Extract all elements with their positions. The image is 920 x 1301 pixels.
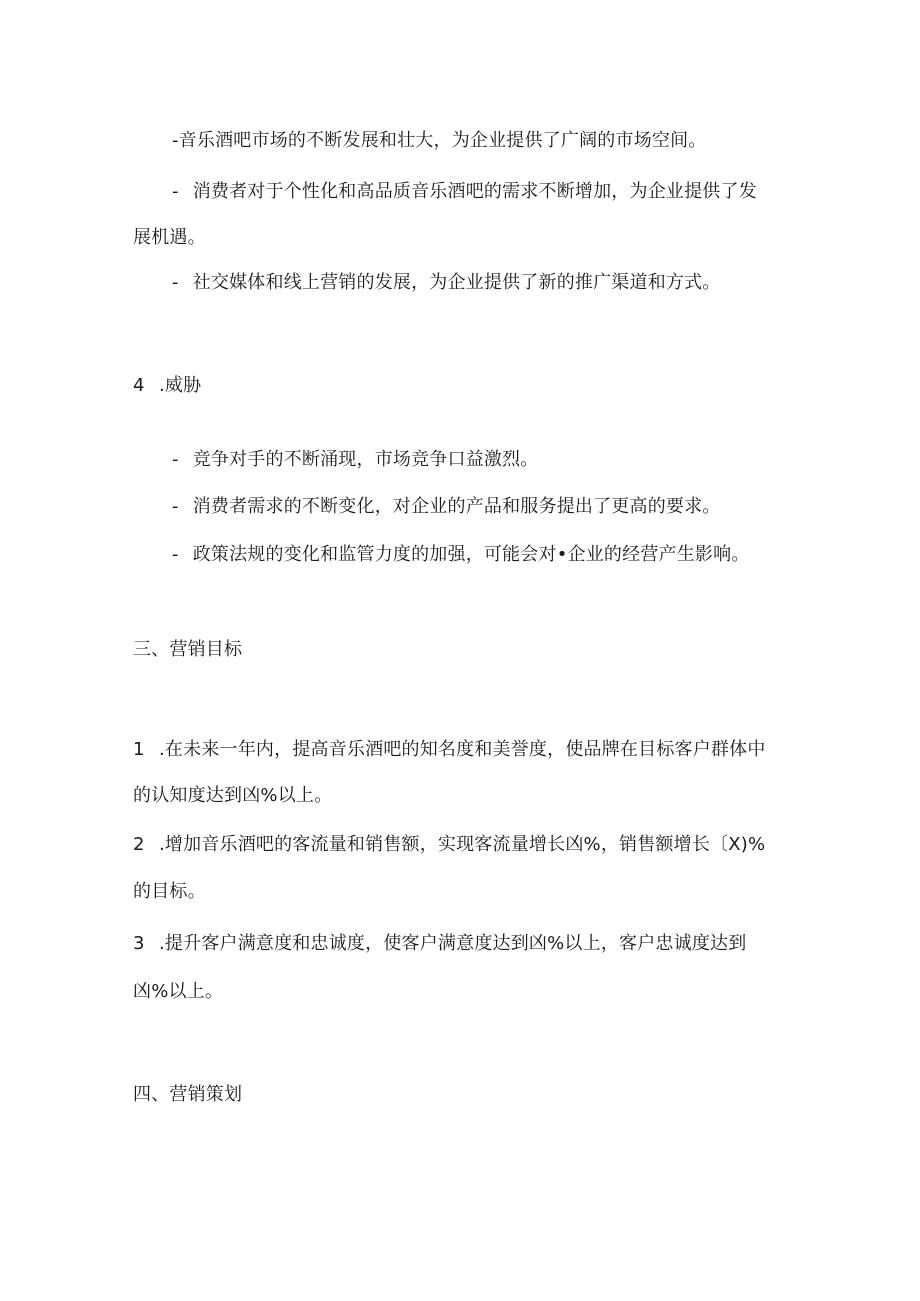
goal-item-1 [133, 737, 766, 763]
goal-number: 1 [133, 739, 145, 760]
bullet-dash: - [172, 544, 179, 565]
opportunity-text-2: 消费者对于个性化和高品质音乐酒吧的需求不断增加，为企业提供了发 [192, 181, 757, 202]
threat-item-2 [172, 494, 721, 520]
goal-item-2 [133, 832, 765, 858]
threat-text-3: 政策法规的变化和监管力度的加强，可能会对•企业的经营产生影响。 [192, 544, 750, 565]
goal-item-2-continuation: 的目标。 [133, 881, 206, 902]
section-title-marketing-goals: 三、营销目标 [133, 639, 243, 660]
goal-number: 2 [133, 834, 145, 855]
heading-text: .威胁 [159, 375, 202, 396]
heading-number: 4 [133, 375, 145, 396]
goal-item-1-continuation: 的认知度达到凶%以上。 [133, 785, 333, 806]
opportunity-item-1 [172, 128, 707, 154]
opportunity-item-2-continuation: 展机遇。 [133, 227, 206, 248]
threat-item-3 [172, 542, 750, 568]
goal-item-3-continuation: 凶%以上。 [133, 981, 224, 1002]
goal-text-3: .提升客户满意度和忠诚度，使客户满意度达到凶%以上，客户忠诚度达到 [159, 933, 747, 954]
threats-heading [133, 373, 201, 399]
bullet-dash: - [172, 130, 179, 151]
goal-item-3 [133, 931, 746, 957]
section-title-marketing-plan: 四、营销策划 [133, 1084, 243, 1105]
goal-text-1: .在未来一年内，提高音乐酒吧的知名度和美誉度，使品牌在目标客户群体中 [159, 739, 766, 760]
threat-item-1 [172, 447, 539, 473]
opportunity-text-1: 音乐酒吧市场的不断发展和壮大，为企业提供了广阔的市场空间。 [178, 130, 707, 151]
opportunity-item-3 [172, 270, 721, 296]
threat-text-1: 竞争对手的不断涌现，市场竞争口益激烈。 [192, 449, 539, 470]
bullet-dash: - [172, 272, 179, 293]
threat-text-2: 消费者需求的不断变化，对企业的产品和服务提出了更高的要求。 [192, 496, 721, 517]
bullet-dash: - [172, 496, 179, 517]
opportunity-item-2 [172, 179, 757, 205]
goal-text-2: .增加音乐酒吧的客流量和销售额，实现客流量增长凶%，销售额增长〔X)% [159, 834, 766, 855]
goal-number: 3 [133, 933, 145, 954]
bullet-dash: - [172, 181, 179, 202]
opportunity-text-3: 社交媒体和线上营销的发展，为企业提供了新的推广渠道和方式。 [192, 272, 721, 293]
bullet-dash: - [172, 449, 179, 470]
